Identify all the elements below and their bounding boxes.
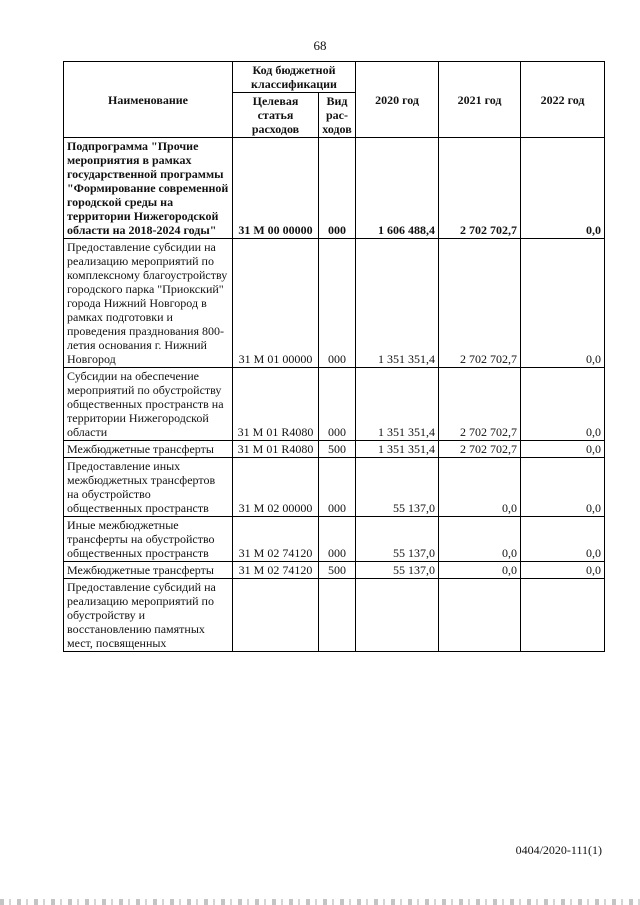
row-2021: 2 702 702,7 <box>439 368 521 441</box>
row-2022: 0,0 <box>521 239 605 368</box>
row-name: Предоставление иных межбюджетных трансфертов на обустройство общественных пространств <box>64 458 233 517</box>
row-name: Предоставление субсидий на реализацию мероприятий по обустройству и восстановлению памятных мест, посвященных <box>64 579 233 652</box>
row-type: 500 <box>319 562 356 579</box>
table-row <box>64 562 605 579</box>
row-2021: 0,0 <box>439 458 521 517</box>
row-2020: 55 137,0 <box>356 458 439 517</box>
row-name: Субсидии на обеспечение мероприятий по обустройству общественных пространств на территории Нижегородской области <box>64 368 233 441</box>
table-row <box>64 239 605 368</box>
document-code: 0404/2020-111(1) <box>515 843 602 857</box>
header-2020: 2020 год <box>356 62 439 138</box>
row-code: 31 М 01 R4080 <box>233 441 319 458</box>
row-type: 000 <box>319 138 356 239</box>
row-code: 31 М 00 00000 <box>233 138 319 239</box>
header-name: Наименование <box>64 62 233 138</box>
row-2020: 1 351 351,4 <box>356 368 439 441</box>
row-type: 500 <box>319 441 356 458</box>
row-name: Иные межбюджетные трансферты на обустройство общественных пространств <box>64 517 233 562</box>
header-2021: 2021 год <box>439 62 521 138</box>
table-row <box>64 458 605 517</box>
page-number: 68 <box>313 38 327 53</box>
row-type <box>319 579 356 652</box>
scan-edge-artifact <box>0 899 640 905</box>
row-2021: 2 702 702,7 <box>439 138 521 239</box>
row-2022: 0,0 <box>521 562 605 579</box>
header-kbk-group: Код бюджетной классификации <box>233 62 356 93</box>
table-row <box>64 441 605 458</box>
row-type: 000 <box>319 517 356 562</box>
row-type: 000 <box>319 368 356 441</box>
row-type: 000 <box>319 239 356 368</box>
row-2020: 1 351 351,4 <box>356 441 439 458</box>
row-2020: 55 137,0 <box>356 562 439 579</box>
row-name: Межбюджетные трансферты <box>64 441 233 458</box>
row-2022: 0,0 <box>521 458 605 517</box>
row-2022 <box>521 579 605 652</box>
budget-table <box>63 61 605 652</box>
row-2021: 2 702 702,7 <box>439 239 521 368</box>
row-type: 000 <box>319 458 356 517</box>
row-2022: 0,0 <box>521 517 605 562</box>
row-2022: 0,0 <box>521 138 605 239</box>
row-name: Подпрограмма "Прочие мероприятия в рамках государственной программы "Формирование современной городской среды на территории Нижегородской области на 2018-2024 годы" <box>64 138 233 239</box>
header-expense-type: Вид рас-ходов <box>319 93 356 138</box>
table-row <box>64 368 605 441</box>
row-2020: 1 606 488,4 <box>356 138 439 239</box>
header-target-article: Целевая статья расходов <box>233 93 319 138</box>
row-code <box>233 579 319 652</box>
table-row <box>64 517 605 562</box>
row-name: Межбюджетные трансферты <box>64 562 233 579</box>
row-name: Предоставление субсидии на реализацию мероприятий по комплексному благоустройству городского парка "Приокский" города Нижний Новгород в рамках подготовки и проведения празднования 800-летия основания г. Нижний Новгород <box>64 239 233 368</box>
row-2022: 0,0 <box>521 368 605 441</box>
row-2021 <box>439 579 521 652</box>
row-2020: 55 137,0 <box>356 517 439 562</box>
row-2020: 1 351 351,4 <box>356 239 439 368</box>
row-code: 31 М 02 74120 <box>233 562 319 579</box>
row-2021: 0,0 <box>439 517 521 562</box>
table-row <box>64 138 605 239</box>
row-code: 31 М 01 00000 <box>233 239 319 368</box>
table-row <box>64 579 605 652</box>
row-2021: 0,0 <box>439 562 521 579</box>
header-2022: 2022 год <box>521 62 605 138</box>
row-code: 31 М 02 74120 <box>233 517 319 562</box>
row-2022: 0,0 <box>521 441 605 458</box>
row-2020 <box>356 579 439 652</box>
row-code: 31 М 01 R4080 <box>233 368 319 441</box>
row-code: 31 М 02 00000 <box>233 458 319 517</box>
row-2021: 2 702 702,7 <box>439 441 521 458</box>
